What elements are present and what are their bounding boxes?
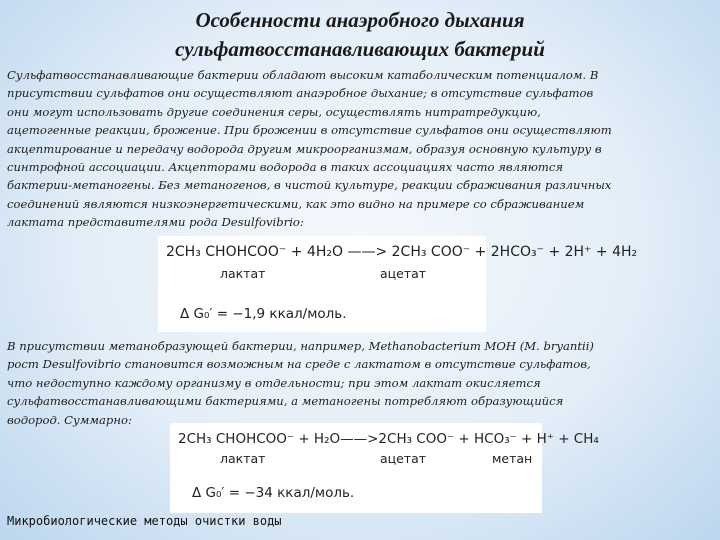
slide-title-line2: сульфатвосстанавливающих бактерий xyxy=(175,37,545,61)
paragraph-line: водород. Суммарно: xyxy=(7,412,132,427)
equation-label-lactate: лактат xyxy=(220,266,266,281)
paragraph-line: ацетогенные реакции, брожение. При брожении в отсутствие сульфатов они осуществляют xyxy=(7,123,612,138)
equation-lactate-fermentation xyxy=(158,236,638,332)
equation-label-lactate: лактат xyxy=(220,451,266,466)
paragraph-line: присутствии сульфатов они осуществляют анаэробное дыхание; в отсутствие сульфатов xyxy=(7,86,594,101)
paragraph-line: синтрофной ассоциации. Акцепторами водорода в таких ассоциациях часто являются xyxy=(7,160,564,175)
equation-label-acetate: ацетат xyxy=(380,451,427,466)
equation-delta-g: Δ G₀′ = −34 ккал/моль. xyxy=(192,485,355,501)
equation-reaction: 2CH₃ CHOHCOO⁻ + H₂O——>2CH₃ COO⁻ + HCO₃⁻ + H⁺ + CH₄ xyxy=(178,431,599,447)
slide-title-line1: Особенности анаэробного дыхания xyxy=(195,8,525,32)
paragraph-line: акцептирование и передачу водорода другим микроорганизмам, образуя основную культуру в xyxy=(7,141,602,156)
paragraph-line: бактерии-метаногены. Без метаногенов, в чистой культуре, реакции сбраживания различных xyxy=(7,178,612,193)
paragraph-line: рост Desulfovibrio становится возможным на среде с лактатом в отсутствие сульфатов, xyxy=(7,357,591,372)
paragraph-line: Сульфатвосстанавливающие бактерии обладают высоким катаболическим потенциалом. В xyxy=(7,68,599,82)
equation-label-methane: метан xyxy=(492,451,533,466)
equation-label-acetate: ацетат xyxy=(380,266,427,281)
paragraph-line: что недоступно каждому организму в отдельности; при этом лактат окисляется xyxy=(7,375,541,390)
paragraph-line: они могут использовать другие соединения серы, осуществлять нитратредукцию, xyxy=(7,104,541,119)
equation-delta-g: Δ G₀′ = −1,9 ккал/моль. xyxy=(180,306,347,322)
paragraph-intro xyxy=(7,66,707,232)
paragraph-line: сульфатвосстанавливающими бактериями, а метаногены потребляют образующийся xyxy=(7,394,564,409)
paragraph-line: В присутствии метанобразующей бактерии, например, Methanobacterium MOH (M. bryantii) xyxy=(7,339,594,353)
paragraph-methanogen xyxy=(7,337,707,429)
equation-reaction: 2CH₃ CHOHCOO⁻ + 4H₂O ——> 2CH₃ COO⁻ + 2HCO₃⁻ + 2H⁺ + 4H₂ xyxy=(166,244,638,260)
slide-title xyxy=(0,6,720,64)
paragraph-line: соединений являются низкоэнергетическими, как это видно на примере со сбраживанием xyxy=(7,196,585,211)
equation-syntrophic-summary xyxy=(170,423,599,513)
paragraph-line: лактата представителями рода Desulfovibrio: xyxy=(7,215,304,230)
slide-footer: Микробиологические методы очистки воды xyxy=(7,514,282,528)
